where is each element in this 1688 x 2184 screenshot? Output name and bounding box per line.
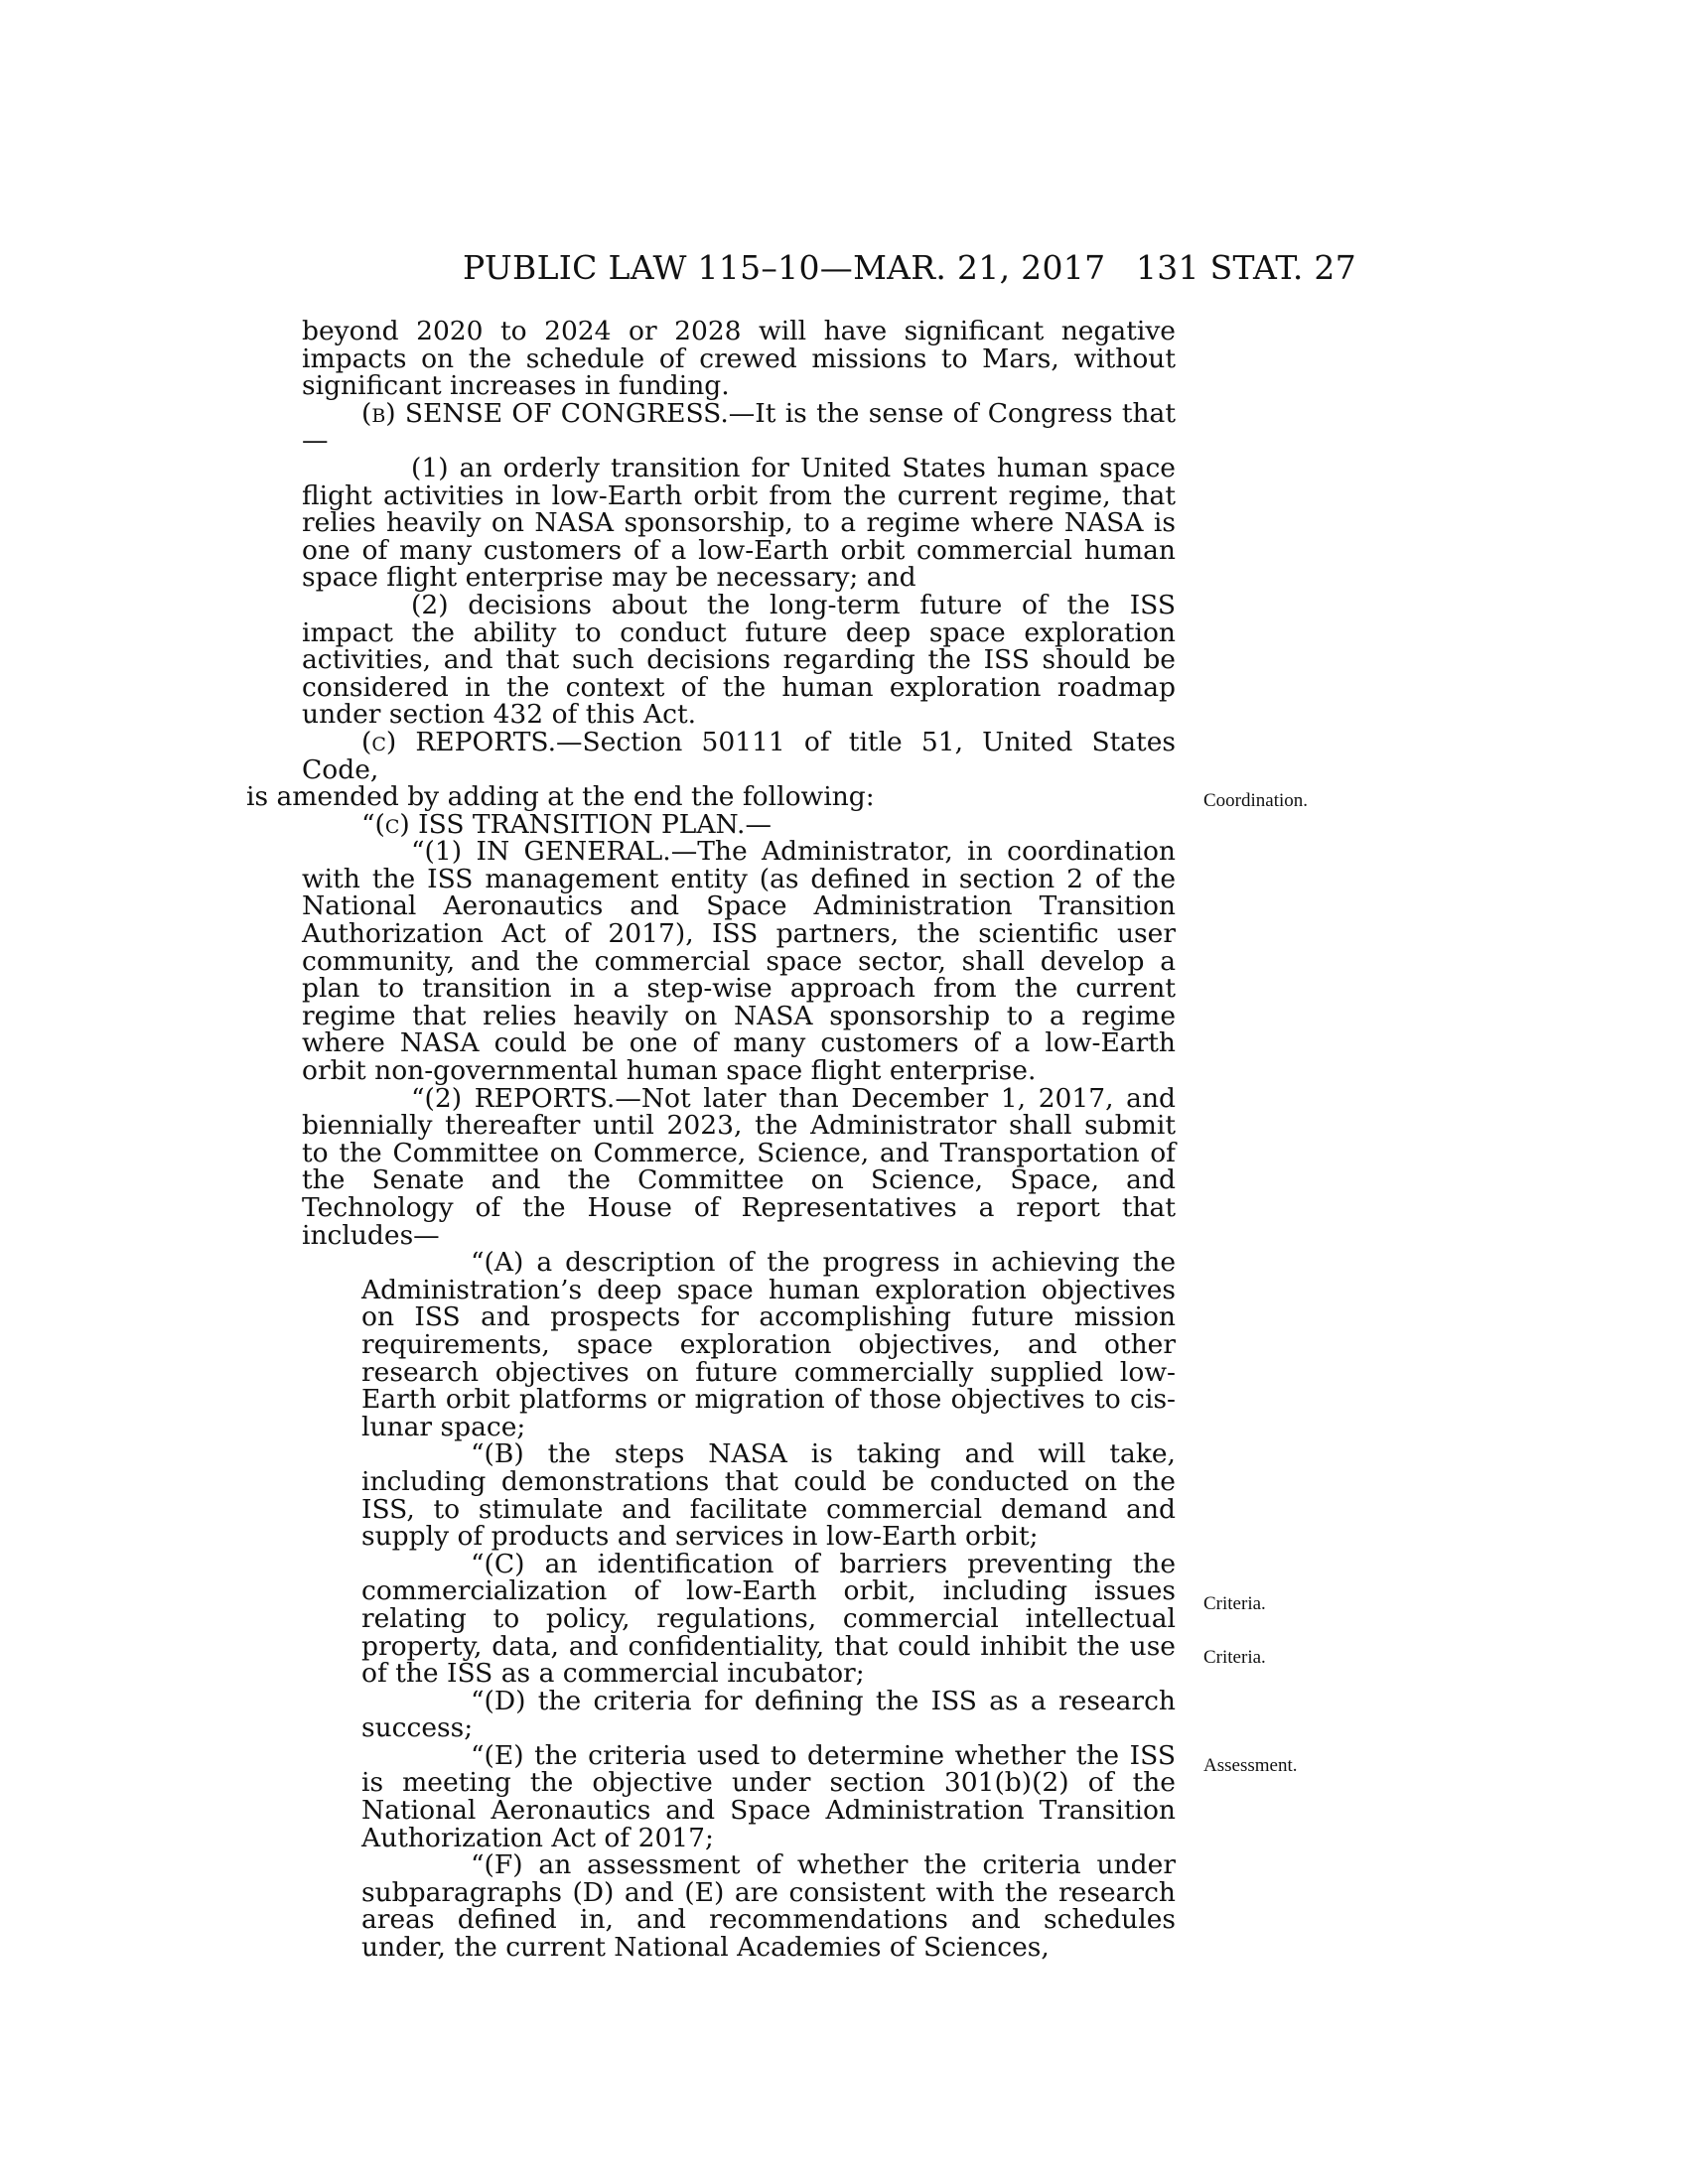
paragraph-c2-b: “(B) the steps NASA is taking and will take, including demonstrations that could be conducted on the ISS, to stimulate and facilitate commercial demand and supply of products and services in low-Earth orbit; <box>361 1438 1176 1553</box>
paragraph-continuation: beyond 2020 to 2024 or 2028 will have significant negative impacts on the schedule of crewed missions to Mars, without significant increases in funding. <box>302 316 1176 402</box>
paragraph-c2: “(2) REPORTS.—Not later than December 1, 2017, and biennially thereafter until 2023, the Administrator shall submit to the Committee on Commerce, Science, and Transportation of the Senate and the Committee on Science, Space, and Technology of the House of Representatives a report that includes— <box>302 1082 1176 1251</box>
section-heading: “(1) IN GENERAL. <box>411 836 671 868</box>
paragraph-c1: “(1) IN GENERAL.—The Administrator, in coordination with the ISS management entity (as defined in section 2 of the National Aeronautics and Space Administration Transition Authorization Act of 2017), ISS partners, the scientific user community, and the commercial space sector, shall develop a plan to transition in a step-wise approach from the current regime that relies heavily on NASA sponsorship to a regime where NASA could be one of many customers of a low-Earth orbit non-governmental human space flight enterprise. <box>302 836 1176 1087</box>
margin-note-assessment: Assessment. <box>1203 1755 1298 1776</box>
margin-note-criteria-e: Criteria. <box>1203 1647 1266 1668</box>
paragraph-c2-e: “(E) the criteria used to determine whether the ISS is meeting the objective under section 301(b)(2) of the National Aeronautics and Space Administration Transition Authorization Act of 2017; <box>361 1739 1176 1853</box>
paragraph-c2-f: “(F) an assessment of whether the criteria under subparagraphs (D) and (E) are consistent with the research areas defined in, and recommendations and schedules under, the current National Academies of Sciences, <box>361 1849 1176 1964</box>
section-heading: “(2) REPORTS. <box>411 1082 616 1114</box>
paragraph-b2: (2) decisions about the long-term future of the ISS impact the ability to conduct future deep space exploration activities, and that such decisions regarding the ISS should be considered in the context of the human exploration roadmap under section 432 of this Act. <box>302 589 1176 731</box>
paragraph-c2-c: “(C) an identification of barriers preventing the commercialization of low-Earth orbit, including issues relating to policy, regulations, commercial intellectual property, data, and confidentiality, that could inhibit the use of the ISS as a commercial incubator; <box>361 1548 1176 1690</box>
paragraph-b1: (1) an orderly transition for United States human space flight activities in low-Earth orbit from the current regime, that relies heavily on NASA sponsorship, to a regime where NASA is one of many customers of a low-Earth orbit commercial human space flight enterprise may be necessary; and <box>302 452 1176 594</box>
paragraph-amended: is amended by adding at the end the following: <box>246 781 875 813</box>
margin-note-criteria-d: Criteria. <box>1203 1593 1266 1614</box>
section-heading: (b) SENSE OF CONGRESS. <box>361 397 729 429</box>
paragraph-transition-plan-heading: “(c) ISS TRANSITION PLAN.— <box>361 808 772 840</box>
section-heading: “(c) ISS TRANSITION PLAN. <box>361 808 746 840</box>
margin-note-coordination: Coordination. <box>1203 790 1309 811</box>
paragraph-c2-d: “(D) the criteria for defining the ISS as a research success; <box>361 1685 1176 1744</box>
paragraph-reports: (c) REPORTS.—Section 50111 of title 51, United States Code, <box>302 726 1176 785</box>
statute-page-number: 131 STAT. 27 <box>1135 248 1356 287</box>
paragraph-sense-of-congress: (b) SENSE OF CONGRESS.—It is the sense of Congress that— <box>302 397 1176 457</box>
body-text <box>246 316 1176 1964</box>
running-header: PUBLIC LAW 115–10—MAR. 21, 2017 <box>463 248 1106 287</box>
section-heading: (c) REPORTS. <box>361 726 556 757</box>
paragraph-c2-a: “(A) a description of the progress in achieving the Administration’s deep space human exploration objectives on ISS and prospects for accomplishing future mission requirements, space exploration objectives, and other research objectives on future commercially supplied low-Earth orbit platforms or migration of those objectives to cis-lunar space; <box>361 1247 1176 1442</box>
